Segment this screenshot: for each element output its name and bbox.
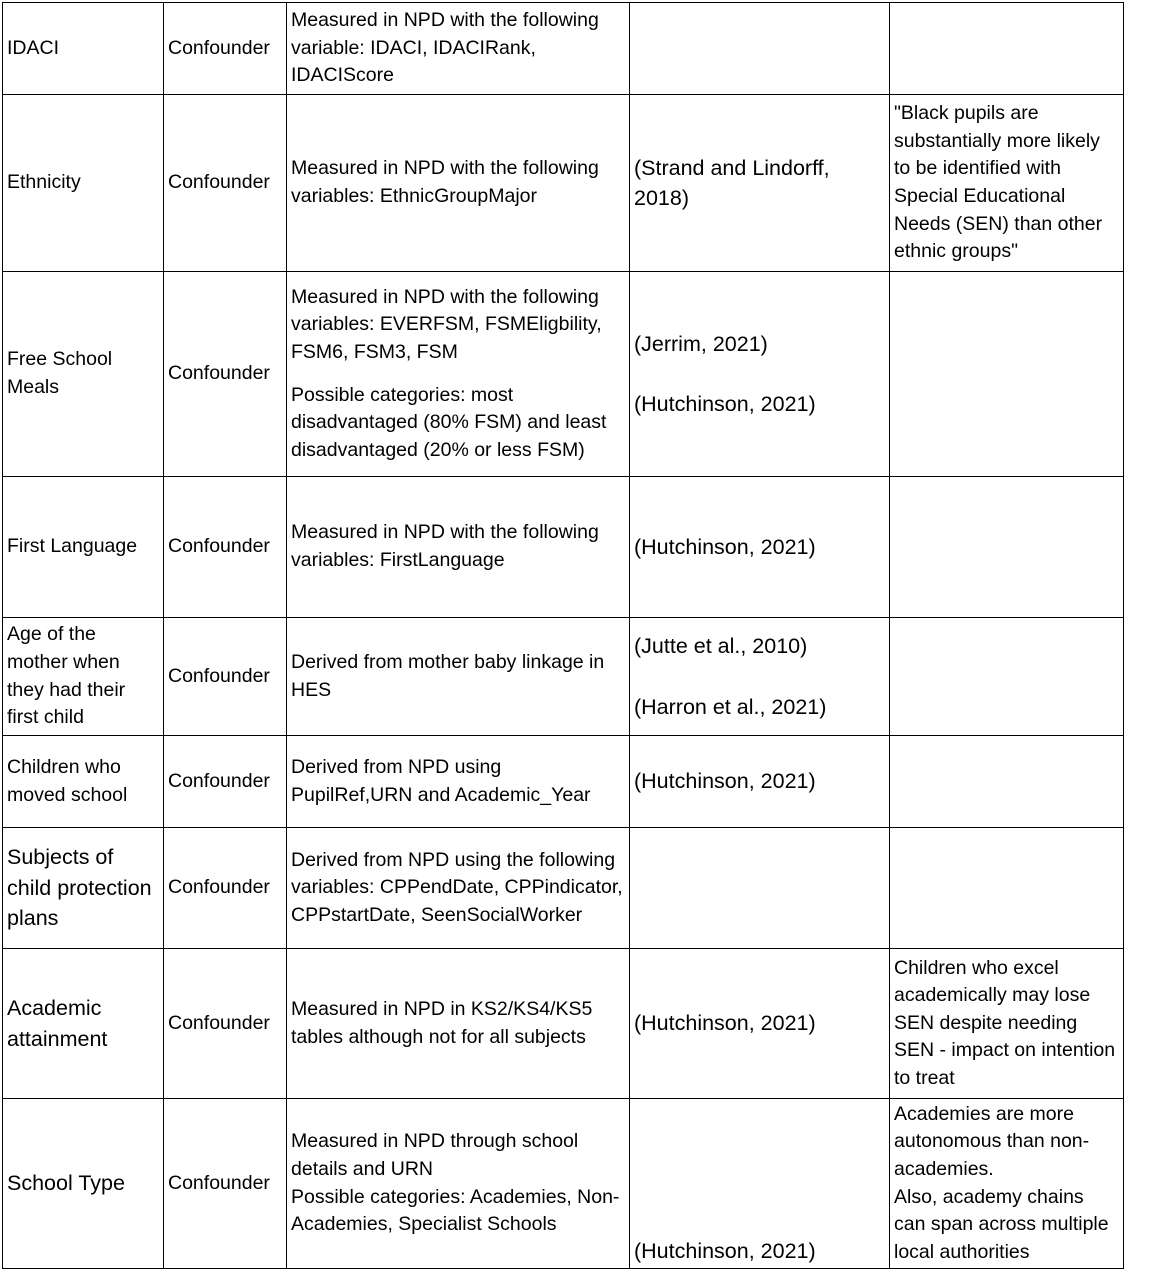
notes-cell <box>890 828 1124 949</box>
reference-cell <box>630 3 890 95</box>
measurement-text: Measured in NPD with the following variable: IDACI, IDACIRank, IDACIScore <box>291 9 599 87</box>
table-row <box>3 272 1124 477</box>
reference-text: (Harron et al., 2021) <box>634 694 827 719</box>
confounders-table <box>2 2 1124 1269</box>
reference-text: (Jutte et al., 2010) <box>634 634 808 658</box>
reference-cell <box>630 95 890 272</box>
measurement-cell <box>287 828 630 949</box>
notes-cell <box>890 736 1124 828</box>
notes-cell <box>890 477 1124 618</box>
notes-cell <box>890 949 1124 1099</box>
factor-cell: Age of the mother when they had their first child <box>3 618 164 736</box>
factor-cell: Academic attainment <box>3 949 164 1099</box>
notes-text: Academies are more autonomous than non-academies. <box>894 1102 1090 1180</box>
reference-cell <box>630 736 890 828</box>
role-cell: Confounder <box>164 949 287 1099</box>
reference-cell <box>630 618 890 736</box>
reference-cell <box>630 828 890 949</box>
notes-text: "Black pupils are substantially more likely to be identified with Special Educational Needs (SEN) than other ethnic groups" <box>894 102 1103 263</box>
table-row <box>3 618 1124 736</box>
reference-text: (Strand and Lindorff, 2018) <box>634 155 830 210</box>
reference-cell <box>630 949 890 1099</box>
measurement-categories-text: Possible categories: most disadvantaged (80% FSM) and least disadvantaged (20% or less FSM) <box>291 383 607 461</box>
notes-cell <box>890 3 1124 95</box>
measurement-cell <box>287 1099 630 1269</box>
role-cell: Confounder <box>164 272 287 477</box>
reference-cell <box>630 272 890 477</box>
role-cell: Confounder <box>164 828 287 949</box>
role-cell: Confounder <box>164 3 287 95</box>
notes-cell <box>890 272 1124 477</box>
reference-text: (Hutchinson, 2021) <box>634 769 816 794</box>
measurement-categories-text: Possible categories: Academies, Non-Academies, Specialist Schools <box>291 1185 620 1236</box>
measurement-text: Measured in NPD through school details and URN <box>291 1130 579 1180</box>
measurement-text: Measured in NPD with the following variables: FirstLanguage <box>291 521 599 571</box>
reference-text: (Jerrim, 2021) <box>634 331 768 356</box>
reference-text: (Hutchinson, 2021) <box>634 534 816 559</box>
measurement-cell <box>287 3 630 95</box>
reference-text: (Hutchinson, 2021) <box>634 392 816 416</box>
factor-cell: School Type <box>3 1099 164 1269</box>
role-cell: Confounder <box>164 618 287 736</box>
measurement-cell <box>287 477 630 618</box>
measurement-text: Derived from NPD using the following variables: CPPendDate, CPPindicator, CPPstartDate, SeenSocialWorker <box>291 848 623 926</box>
measurement-cell <box>287 618 630 736</box>
role-cell: Confounder <box>164 95 287 272</box>
measurement-cell <box>287 736 630 828</box>
measurement-cell <box>287 272 630 477</box>
measurement-cell <box>287 949 630 1099</box>
table-row <box>3 828 1124 949</box>
measurement-cell <box>287 95 630 272</box>
measurement-text: Derived from NPD using PupilRef,URN and Academic_Year <box>291 755 591 806</box>
notes-cell <box>890 618 1124 736</box>
measurement-text: Derived from mother baby linkage in HES <box>291 650 605 701</box>
notes-text-2: Also, academy chains can span across multiple local authorities <box>894 1185 1109 1263</box>
role-cell: Confounder <box>164 736 287 828</box>
role-cell: Confounder <box>164 1099 287 1269</box>
table-row <box>3 477 1124 618</box>
table-row <box>3 3 1124 95</box>
factor-cell: Ethnicity <box>3 95 164 272</box>
reference-cell <box>630 1099 890 1269</box>
reference-text: (Hutchinson, 2021) <box>634 1238 816 1263</box>
factor-cell: First Language <box>3 477 164 618</box>
table-row <box>3 736 1124 828</box>
factor-cell: Free School Meals <box>3 272 164 477</box>
table-row <box>3 949 1124 1099</box>
measurement-text: Measured in NPD with the following variables: EthnicGroupMajor <box>291 157 599 207</box>
measurement-text: Measured in NPD in KS2/KS4/KS5 tables although not for all subjects <box>291 997 593 1048</box>
reference-cell <box>630 477 890 618</box>
factor-cell: IDACI <box>3 3 164 95</box>
reference-text: (Hutchinson, 2021) <box>634 1011 816 1036</box>
notes-text: Children who excel academically may lose SEN despite needing SEN - impact on intention to treat <box>894 956 1116 1089</box>
factor-cell: Children who moved school <box>3 736 164 828</box>
factor-cell: Subjects of child protection plans <box>3 828 164 949</box>
table-row <box>3 95 1124 272</box>
notes-cell <box>890 95 1124 272</box>
table-row <box>3 1099 1124 1269</box>
measurement-text: Measured in NPD with the following variables: EVERFSM, FSMEligbility, FSM6, FSM3, FSM <box>291 285 602 363</box>
role-cell: Confounder <box>164 477 287 618</box>
notes-cell <box>890 1099 1124 1269</box>
